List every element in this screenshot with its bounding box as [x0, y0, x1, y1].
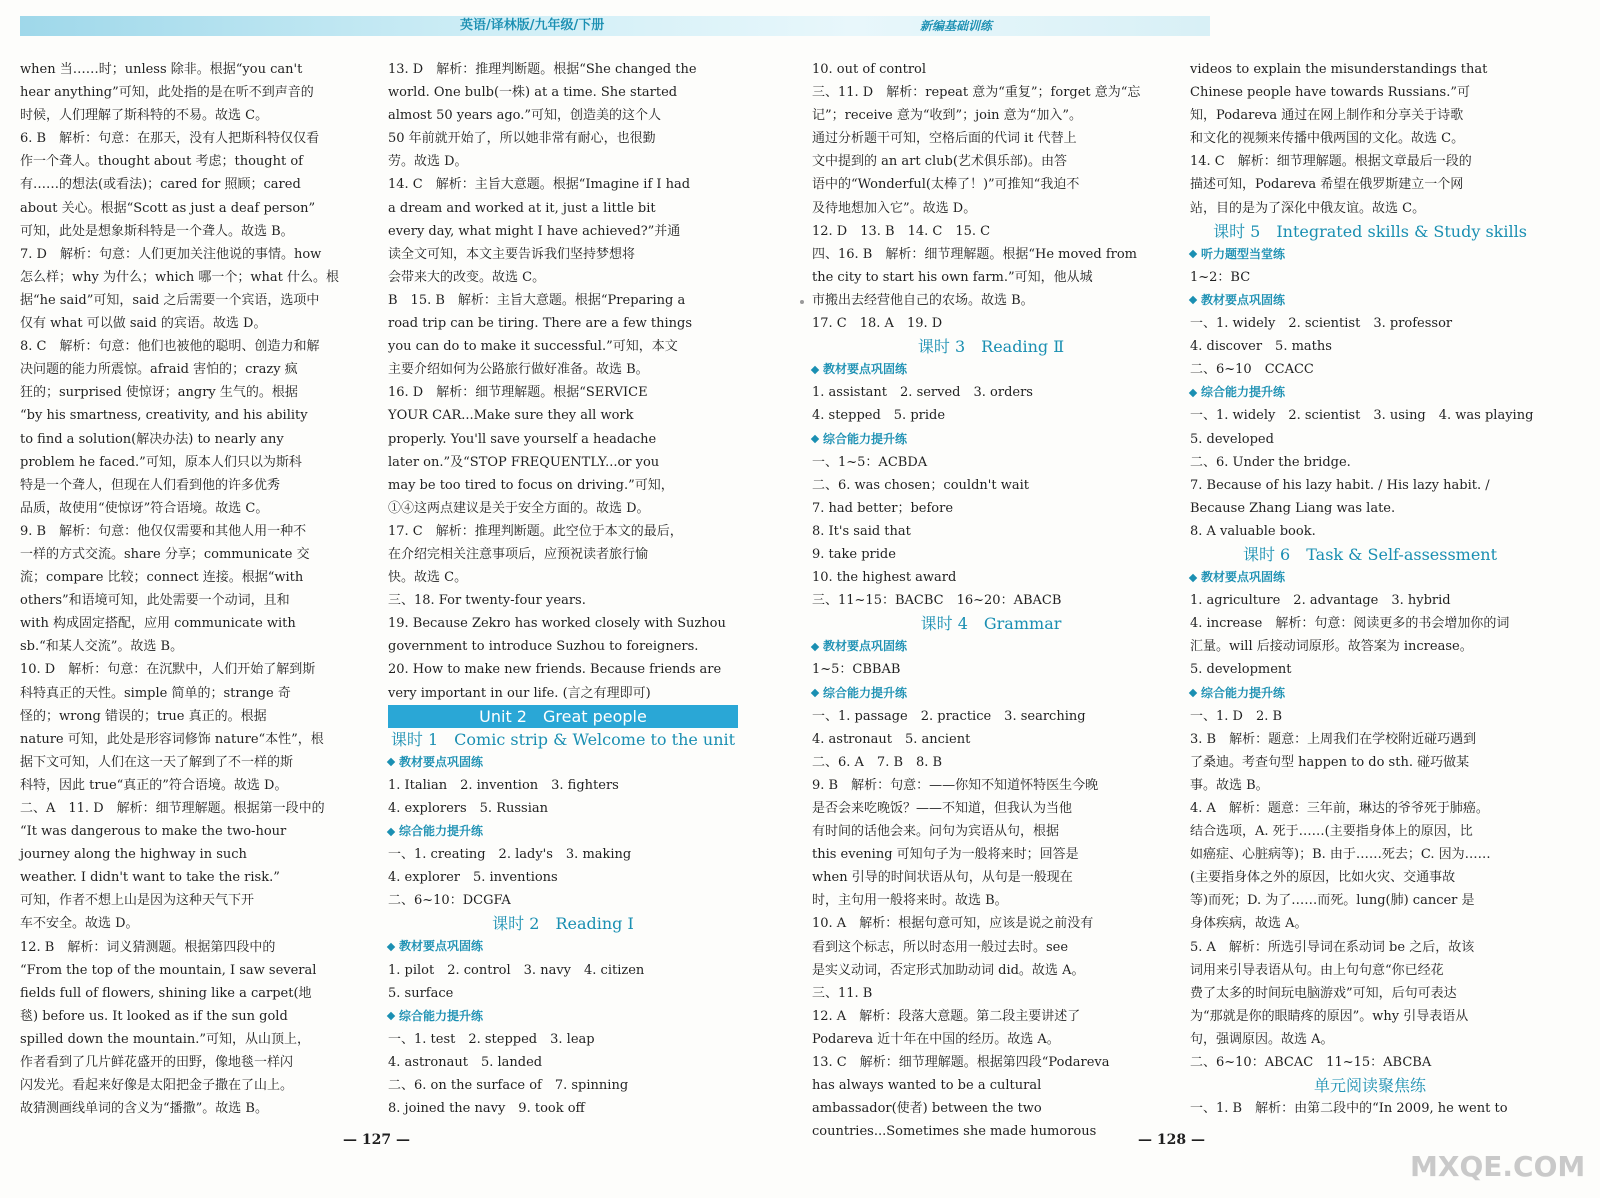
- answer-line: 二、6. Under the bridge.: [1190, 454, 1351, 470]
- answer-line: 在介绍完相关注意事项后，应预祝读者旅行愉: [388, 546, 649, 562]
- section-heading-text: 综合能力提升练: [1201, 385, 1286, 400]
- section-heading: [1190, 566, 1550, 589]
- answer-item: 4. increase 解析：句意：阅读更多的书会增加你的词: [1190, 616, 1510, 632]
- page-number-left: — 127 —: [343, 1132, 410, 1148]
- answer-line: 是实义动词，否定形式加助动词 did。故选 A。: [812, 962, 1085, 978]
- answer-line: 4. explorer 5. inventions: [388, 870, 558, 886]
- diamond-icon: [811, 435, 819, 443]
- answer-item: B 15. B 解析：主旨大意题。根据“Preparing a: [388, 292, 686, 308]
- answer-line: 流；compare 比较；connect 连接。根据“with: [20, 570, 304, 586]
- diamond-icon: [811, 365, 819, 373]
- answer-line: 一、1. creating 2. lady's 3. making: [388, 847, 632, 863]
- answer-line: 10. the highest award: [812, 570, 957, 586]
- diamond-icon: [1189, 250, 1197, 258]
- section-heading: [388, 751, 738, 774]
- answer-line: 1. agriculture 2. advantage 3. hybrid: [1190, 593, 1451, 609]
- section-heading-text: 综合能力提升练: [823, 685, 908, 700]
- answer-line: 科特，因此 true“真正的”符合语境。故选 D。: [20, 777, 288, 793]
- answer-line: 品质，故使用“使惊讶”符合语境。故选 C。: [20, 500, 269, 516]
- lesson-title: 单元阅读聚焦练: [1313, 1076, 1426, 1096]
- answer-line: road trip can be tiring. There are a few things: [388, 316, 693, 332]
- answer-line: 费了太多的时间玩电脑游戏”可知，后句可表达: [1190, 985, 1457, 1001]
- answer-line: 时，主句用一般将来时。故选 B。: [812, 893, 1008, 909]
- answer-line: 词用来引导表语从句。由上句句意“你已经花: [1190, 962, 1444, 978]
- answer-line: 二、6. A 7. B 8. B: [812, 754, 943, 770]
- answer-column-3: [812, 58, 1170, 1143]
- lesson-title: 课时 6 Task & Self-assessment: [1242, 544, 1498, 564]
- answer-line: 科特真正的天性。simple 简单的；strange 奇: [20, 685, 291, 701]
- lesson-title: 课时 2 Reading Ⅰ: [492, 914, 634, 934]
- page-number-right: — 128 —: [1138, 1132, 1205, 1148]
- answer-line: “From the top of the mountain, I saw several: [20, 962, 317, 978]
- answer-line: 4. stepped 5. pride: [812, 408, 946, 424]
- answer-line: 1. assistant 2. served 3. orders: [812, 385, 1033, 401]
- answer-line: 读全文可知，本文主要告诉我们坚持梦想将: [388, 246, 636, 262]
- answer-line: 20. How to make new friends. Because friends are: [388, 662, 722, 678]
- section-heading-text: 教材要点巩固练: [399, 754, 484, 769]
- answer-line: 闪发光。看起来好像是太阳把金子撒在了山上。: [20, 1078, 294, 1094]
- answer-line: 二、6~10：DCGFA: [388, 893, 511, 909]
- answer-line: 语中的“Wonderful(太棒了！)”可推知“我迫不: [812, 177, 1080, 193]
- answer-line: 看到这个标志，所以时态用一般过去时。see: [812, 939, 1069, 955]
- answer-item: 12. B 解析：词义猜测题。根据第四段中的: [20, 939, 276, 955]
- section-heading: [812, 428, 1170, 451]
- answer-line: 二、6~10：ABCAC 11~15：ABCBA: [1190, 1055, 1432, 1071]
- answer-line: 和文化的视频来传播中俄两国的文化。故选 C。: [1190, 131, 1465, 147]
- book-title: 英语/译林版/九年级/下册: [460, 18, 605, 33]
- answer-line: 4. astronaut 5. ancient: [812, 731, 971, 747]
- answer-line: 二、6. on the surface of 7. spinning: [388, 1078, 629, 1094]
- answer-line: 7. Because of his lazy habit. / His lazy habit. /: [1190, 477, 1490, 493]
- answer-item: 6. B 解析：句意：在那天，没有人把斯科特仅仅看: [20, 131, 320, 147]
- answer-column-2: [388, 58, 738, 1120]
- answer-item: 一、1. B 解析：由第二段中的“In 2009, he went to: [1190, 1101, 1508, 1117]
- answer-line: 据“he said”可知，said 之后需要一个宾语，选项中: [20, 292, 320, 308]
- answer-line: 市搬出去经营他自己的农场。故选 B。: [812, 292, 1034, 308]
- answer-item: 3. B 解析：题意：上周我们在学校附近碰巧遇到: [1190, 731, 1477, 747]
- answer-line: 一、1. widely 2. scientist 3. using 4. was playing: [1190, 408, 1534, 424]
- answer-line: 8. A valuable book.: [1190, 523, 1316, 539]
- section-heading: [1190, 682, 1550, 705]
- answer-line: 5. developed: [1190, 431, 1274, 447]
- diamond-icon: [811, 689, 819, 697]
- answer-line: this evening 可知句子为一般将来时；回答是: [812, 847, 1079, 863]
- section-heading: [812, 682, 1170, 705]
- answer-line: 4. discover 5. maths: [1190, 339, 1332, 355]
- answer-line: 一、1. passage 2. practice 3. searching: [812, 708, 1086, 724]
- section-heading: [1190, 381, 1550, 404]
- answer-line: nature 可知，此处是形容词修饰 nature“本性”，根: [20, 731, 324, 747]
- answer-item: 12. A 解析：段落大意题。第二段主要讲述了: [812, 1008, 1081, 1024]
- answer-line: 1~2：BC: [1190, 269, 1251, 285]
- answer-line: 如癌症、心脏病等)；B. 由于……死去；C. 因为……: [1190, 847, 1491, 863]
- answer-line: 5. surface: [388, 985, 454, 1001]
- answer-item: 8. C 解析：句意：他们也被他的聪明、创造力和解: [20, 339, 320, 355]
- answer-line: “by his smartness, creativity, and his ability: [20, 408, 308, 424]
- answer-line: 一、1. widely 2. scientist 3. professor: [1190, 316, 1453, 332]
- answer-item: 4. A 解析：题意：三年前，琳达的爷爷死于肺癌。: [1190, 801, 1489, 816]
- answer-item: 13. C 解析：细节理解题。根据第四段“Podareva: [812, 1055, 1110, 1071]
- diamond-icon: [387, 1012, 395, 1020]
- answer-line: world. One bulb(一株) at a time. She started: [388, 85, 678, 101]
- answer-item: 四、16. B 解析：细节理解题。根据“He moved from: [812, 246, 1137, 262]
- answer-column-1: [20, 58, 365, 1120]
- lesson-title: 课时 4 Grammar: [920, 614, 1062, 634]
- answer-line: 通过分析题干可知，空格后面的代词 it 代替上: [812, 131, 1077, 147]
- answer-line: very important in our life. (言之有理即可): [388, 685, 651, 701]
- answer-line: 作一个聋人。thought about 考虑；thought of: [20, 154, 303, 170]
- answer-line: 站，目的是为了深化中俄友谊。故选 C。: [1190, 200, 1426, 216]
- answer-line: every day, what might I have achieved?”并通: [388, 223, 681, 239]
- answer-item: 17. C 解析：推理判断题。此空位于本文的最后，: [388, 523, 683, 539]
- answer-line: 时候，人们理解了斯科特的不易。故选 C。: [20, 108, 269, 124]
- answer-line: spilled down the mountain.”可知，从山顶上，: [20, 1031, 310, 1047]
- answer-line: (主要指身体之外的原因，比如火灾、交通事故: [1190, 870, 1456, 886]
- answer-line: 是否会来吃晚饭？——不知道，但我认为当他: [812, 801, 1073, 816]
- section-heading-text: 教材要点巩固练: [823, 639, 908, 654]
- answer-item: 7. D 解析：句意：人们更加关注他说的事情。how: [20, 246, 322, 262]
- answer-line: when 当……时；unless 除非。根据“you can't: [20, 62, 303, 77]
- answer-line: 了桑迪。考查句型 happen to do sth. 碰巧做某: [1190, 754, 1470, 770]
- answer-line: may be too tired to focus on driving.”可知，: [388, 477, 674, 493]
- section-heading: [812, 358, 1170, 381]
- diamond-icon: [1189, 573, 1197, 581]
- answer-line: 可知，此处是想象斯科特是一个聋人。故选 B。: [20, 223, 294, 239]
- answer-line: 17. C 18. A 19. D: [812, 316, 943, 332]
- answer-line: 4. explorers 5. Russian: [388, 800, 548, 816]
- section-heading: [1190, 289, 1550, 312]
- answer-line: government to introduce Suzhou to foreigners.: [388, 639, 699, 655]
- answer-line: weather. I didn't want to take the risk.”: [20, 870, 280, 886]
- answer-line: 二、6~10 CCACC: [1190, 362, 1314, 378]
- answer-line: a dream and worked at it, just a little bit: [388, 200, 656, 216]
- diamond-icon: [811, 643, 819, 651]
- answer-line: 12. D 13. B 14. C 15. C: [812, 223, 991, 239]
- answer-line: 一、1. D 2. B: [1190, 708, 1283, 724]
- section-heading: [388, 935, 738, 958]
- answer-line: 有时间的话他会来。问句为宾语从句，根据: [812, 824, 1060, 840]
- lesson-title: 课时 3 Reading Ⅱ: [917, 337, 1065, 357]
- answer-line: others”和语境可知，此处需要一个动词，且和: [20, 593, 290, 609]
- answer-item: 5. A 解析：所选引导词在系动词 be 之后，故该: [1190, 939, 1475, 955]
- answer-line: 特是一个聋人，但现在人们看到他的许多优秀: [20, 477, 281, 493]
- diamond-icon: [1189, 389, 1197, 397]
- answer-line: 50 年前就开始了，所以她非常有耐心，也很勤: [388, 131, 656, 147]
- answer-line: 为“那就是你的眼睛疼的原因”。why 引导表语从: [1190, 1008, 1469, 1024]
- answer-line: has always wanted to be a cultural: [812, 1078, 1042, 1094]
- answer-item: 10. D 解析：句意：在沉默中，人们开始了解到斯: [20, 662, 316, 678]
- diamond-icon: [1189, 296, 1197, 304]
- answer-line: to find a solution(解决办法) to nearly any: [20, 431, 284, 447]
- answer-line: fields full of flowers, shining like a carpet(地: [20, 985, 312, 1001]
- answer-line: properly. You'll save yourself a headache: [388, 431, 657, 447]
- answer-line: 车不安全。故选 D。: [20, 916, 139, 932]
- answer-item: 16. D 解析：细节理解题。根据“SERVICE: [388, 385, 648, 401]
- watermark-logo: MXQE.COM: [1410, 1150, 1586, 1183]
- answer-line: 结合选项，A. 死于……(主要指身体上的原因，比: [1190, 824, 1473, 840]
- answer-line: Chinese people have towards Russians.”可: [1190, 85, 1470, 101]
- answer-item: 10. A 解析：根据句意可知，应该是说之前没有: [812, 916, 1094, 932]
- answer-line: hear anything”可知，此处指的是在听不到声音的: [20, 85, 314, 101]
- answer-line: 10. out of control: [812, 62, 927, 77]
- page-gutter: [800, 300, 804, 304]
- answer-line: 毯) before us. It looked as if the sun gold: [20, 1008, 288, 1024]
- answer-line: 知，Podareva 通过在网上制作和分享关于诗歌: [1190, 108, 1464, 124]
- answer-line: 三、11~15：BACBC 16~20：ABACB: [812, 593, 1062, 609]
- answer-line: 4. astronaut 5. landed: [388, 1054, 543, 1070]
- answer-line: sb.“和某人交流”。故选 B。: [20, 639, 184, 655]
- section-heading: [388, 1005, 738, 1028]
- answer-line: 及待地想加入它”。故选 D。: [812, 200, 977, 216]
- answer-line: you can do to make it successful.”可知，本文: [388, 339, 678, 355]
- diamond-icon: [1189, 689, 1197, 697]
- answer-line: 5. development: [1190, 662, 1292, 678]
- answer-line: countries...Sometimes she made humorous: [812, 1124, 1097, 1140]
- answer-line: 句，强调原因。故选 A。: [1190, 1031, 1334, 1047]
- answer-line: 主要介绍如何为公路旅行做好准备。故选 B。: [388, 362, 649, 378]
- answer-line: 身体疾病，故选 A。: [1190, 916, 1308, 932]
- answer-line: 19. Because Zekro has worked closely with Suzhou: [388, 616, 726, 632]
- series-name: 新编基础训练: [920, 19, 993, 33]
- answer-item: 9. B 解析：句意：他仅仅需要和其他人用一种不: [20, 523, 307, 539]
- answer-line: 7. had better；before: [812, 500, 954, 516]
- diamond-icon: [387, 758, 395, 766]
- answer-item: 9. B 解析：句意：——你知不知道怀特医生今晚: [812, 777, 1099, 793]
- answer-line: 劳。故选 D。: [388, 154, 468, 170]
- section-heading-text: 教材要点巩固练: [1201, 292, 1286, 307]
- answer-line: 故猜测画线单词的含义为“播撒”。故选 B。: [20, 1101, 268, 1117]
- answer-line: 决问题的能力所震惊。afraid 害怕的；crazy 疯: [20, 362, 298, 378]
- answer-line: 怪的；wrong 错误的；true 真正的。根据: [20, 708, 267, 724]
- answer-line: 可知，作者不想上山是因为这种天气下开: [20, 893, 255, 909]
- answer-item: 14. C 解析：主旨大意题。根据“Imagine if I had: [388, 177, 691, 193]
- answer-line: 二、6. was chosen；couldn't wait: [812, 477, 1029, 493]
- answer-line: 有……的想法(或看法)；cared for 照顾；cared: [20, 177, 301, 193]
- section-heading-text: 教材要点巩固练: [823, 362, 908, 377]
- section-heading-text: 教材要点巩固练: [399, 939, 484, 954]
- answer-line: 狂的；surprised 使惊讶；angry 生气的。根据: [20, 385, 298, 401]
- answer-line: ①④这两点建议是关于安全方面的。故选 D。: [388, 500, 650, 516]
- answer-line: 三、18. For twenty-four years.: [388, 593, 586, 609]
- answer-line: 据下文可知，人们在这一天了解到了不一样的斯: [20, 754, 294, 770]
- answer-line: journey along the highway in such: [20, 847, 247, 863]
- answer-line: 汇量。will 后接动词原形。故答案为 increase。: [1190, 639, 1473, 655]
- answer-line: 1. pilot 2. control 3. navy 4. citizen: [388, 962, 645, 978]
- answer-line: 会带来大的改变。故选 C。: [388, 269, 546, 285]
- answer-line: “It was dangerous to make the two-hour: [20, 824, 287, 840]
- answer-column-4: [1190, 58, 1550, 1120]
- answer-line: 事。故选 B。: [1190, 777, 1269, 793]
- answer-line: 一、1~5：ACBDA: [812, 454, 928, 470]
- answer-line: 8. joined the navy 9. took off: [388, 1101, 585, 1117]
- answer-line: 1~5：CBBAB: [812, 662, 901, 678]
- diamond-icon: [387, 943, 395, 951]
- answer-line: the city to start his own farm.”可知，他从城: [812, 269, 1093, 285]
- section-heading-text: 综合能力提升练: [1201, 685, 1286, 700]
- answer-line: about 关心。根据“Scott as just a deaf person”: [20, 200, 316, 216]
- answer-item: 13. D 解析：推理判断题。根据“She changed the: [388, 62, 697, 77]
- diamond-icon: [387, 827, 395, 835]
- answer-line: 一样的方式交流。share 分享；communicate 交: [20, 546, 310, 562]
- answer-line: YOUR CAR...Make sure they all work: [388, 408, 634, 424]
- answer-item: 14. C 解析：细节理解题。根据文章最后一段的: [1190, 154, 1472, 170]
- section-heading-text: 综合能力提升练: [399, 1008, 484, 1023]
- answer-line: 文中提到的 an art club(艺术俱乐部)。由答: [812, 154, 1067, 170]
- lesson-title: 课时 5 Integrated skills & Study skills: [1213, 221, 1527, 241]
- header-bar: [20, 16, 1210, 36]
- unit-banner: Unit 2 Great people: [388, 705, 738, 728]
- answer-line: 作者看到了几片鲜花盛开的田野，像地毯一样闪: [20, 1055, 294, 1071]
- answer-line: 等)而死；D. 为了……而死。lung(肺) cancer 是: [1190, 893, 1475, 909]
- answer-line: Podareva 近十年在中国的经历。故选 A。: [812, 1031, 1060, 1047]
- answer-line: videos to explain the misunderstandings that: [1190, 62, 1488, 77]
- answer-line: problem he faced.”可知，原本人们只以为斯科: [20, 454, 302, 470]
- answer-line: Because Zhang Liang was late.: [1190, 500, 1396, 516]
- lesson-title: 课时 1 Comic strip & Welcome to the unit: [390, 729, 736, 749]
- answer-item: 二、A 11. D 解析：细节理解题。根据第一段中的: [20, 801, 325, 816]
- answer-line: 9. take pride: [812, 546, 896, 562]
- section-heading-text: 综合能力提升练: [399, 824, 484, 838]
- answer-line: ambassador(使者) between the two: [812, 1101, 1042, 1117]
- section-heading: [812, 635, 1170, 658]
- section-heading-text: 综合能力提升练: [823, 431, 908, 446]
- answer-line: 一、1. test 2. stepped 3. leap: [388, 1031, 595, 1047]
- answer-line: later on.”及“STOP FREQUENTLY...or you: [388, 454, 660, 470]
- answer-line: with 构成固定搭配，应用 communicate with: [20, 616, 296, 632]
- answer-line: 快。故选 C。: [388, 570, 468, 586]
- answer-item: 三、11. D 解析：repeat 意为“重复”；forget 意为“忘: [812, 85, 1141, 101]
- answer-line: 记”；receive 意为“收到”；join 意为“加入”。: [812, 108, 1082, 124]
- answer-line: almost 50 years ago.”可知，创造美的这个人: [388, 108, 662, 124]
- answer-line: 描述可知，Podareva 希望在俄罗斯建立一个网: [1190, 177, 1464, 193]
- answer-line: 8. It's said that: [812, 523, 911, 539]
- section-heading: [1190, 243, 1550, 266]
- section-heading: [388, 820, 738, 843]
- answer-line: 怎么样；why 为什么；which 哪一个；what 什么。根: [20, 269, 340, 285]
- answer-line: when 引导的时间状语从句，从句是一般现在: [812, 870, 1073, 886]
- answer-line: 仅有 what 可以做 said 的宾语。故选 D。: [20, 316, 267, 332]
- answer-line: 三、11. B: [812, 985, 873, 1001]
- section-heading-text: 教材要点巩固练: [1201, 570, 1286, 585]
- section-heading-text: 听力题型当堂练: [1201, 246, 1286, 261]
- answer-line: 1. Italian 2. invention 3. fighters: [388, 777, 619, 793]
